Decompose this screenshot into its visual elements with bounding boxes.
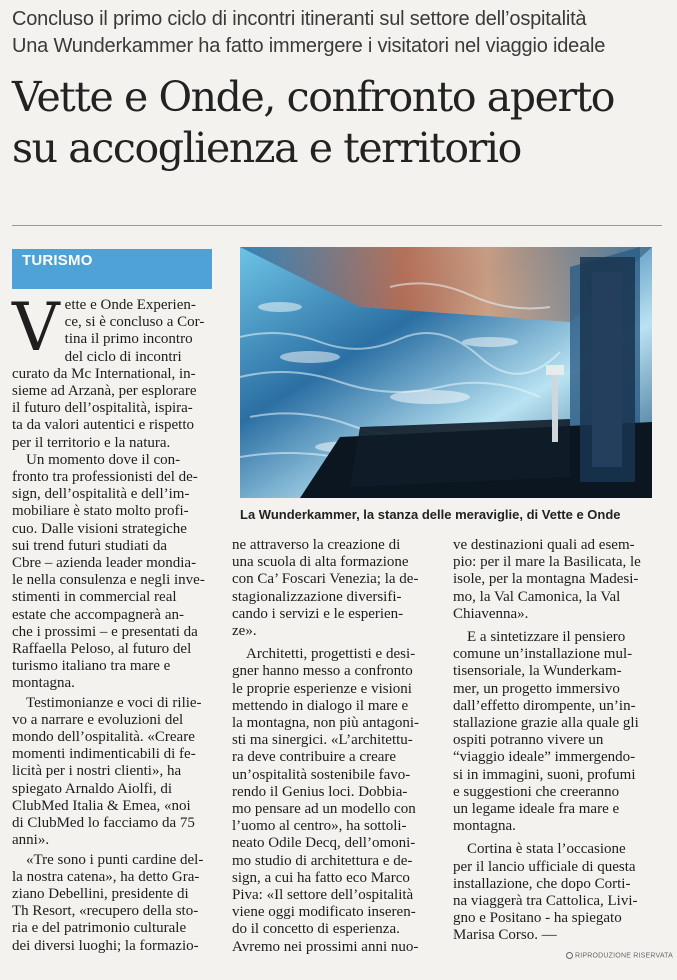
col1-line: sign, dell’ospitalità e dell’im- xyxy=(12,486,190,503)
col1-line: stimenti in commercial real xyxy=(12,589,177,606)
col3-line: ospiti potranno vivere un xyxy=(453,732,604,749)
col3-line: Chiavenna». xyxy=(453,605,529,622)
col2-line: un’ospitalità sostenibile favo- xyxy=(232,766,411,783)
col2-line: Avremo nei prossimi anni nuo- xyxy=(232,938,419,955)
col1-line: ce, si è concluso a Cor- xyxy=(64,314,205,331)
col1-line: Testimonianze e voci di rilie- xyxy=(26,694,202,711)
col3-line: gno e Positano - ha spiegato xyxy=(453,910,622,927)
col3-line: si in immagini, suoni, profumi xyxy=(453,766,636,783)
col1-line: la nostra catena», ha detto Gra- xyxy=(12,868,200,885)
col1-line: ette e Onde Experien- xyxy=(64,297,196,313)
col2-line: mo pensare ad un modello con xyxy=(232,801,416,818)
col2-line: la montagna, non più antagoni- xyxy=(232,715,420,732)
column-3 xyxy=(453,537,656,945)
copyright-label: RIPRODUZIONE RISERVATA xyxy=(575,952,674,960)
col1-line: del ciclo di incontri xyxy=(64,348,182,365)
col1-line: cuo. Dalle visioni strategiche xyxy=(12,520,187,537)
col1-line: Th Resort, «recupero della sto- xyxy=(12,903,199,920)
col2-line: stagionalizzazione diversifi- xyxy=(232,588,402,605)
col2-line: con Ca’ Foscari Venezia; la de- xyxy=(232,571,419,588)
col1-line: vo a narrare e evoluzioni del xyxy=(12,711,184,728)
col1-line: «Tre sono i punti cardine del- xyxy=(26,851,204,868)
col2-line: cando i servizi e le esperien- xyxy=(232,605,404,622)
col2-line: mo studio di architettura e de- xyxy=(232,852,413,869)
col2-line: sign, a cui ha fatto eco Marco xyxy=(232,869,410,886)
col3-line: pio: per il mare la Basilicata, le xyxy=(453,554,641,571)
col2-line: ze». xyxy=(232,623,257,640)
col1-line: fronto tra professionisti del de- xyxy=(12,469,198,486)
article-photo xyxy=(240,247,652,498)
col3-line: dall’effetto dirompente, un’in- xyxy=(453,697,636,714)
col2-line: Architetti, progettisti e desi- xyxy=(246,646,416,663)
photo-caption: La Wunderkammer, la stanza delle meraviglie, di Vette e Onde xyxy=(240,507,621,522)
col3-line: “viaggio ideale” immergendo- xyxy=(453,749,636,766)
col2-line: gner hanno messo a confronto xyxy=(232,663,413,680)
col3-line: ve destinazioni quali ad esem- xyxy=(453,537,635,553)
col1-line: Raffaella Peloso, al futuro del xyxy=(12,641,192,658)
col2-line: Piva: «Il settore dell’ospitalità xyxy=(232,887,414,904)
col2-line: mettendo in dialogo il mare e xyxy=(232,697,409,714)
col2-line: l’uomo al centro», ha sottoli- xyxy=(232,818,407,835)
col1-line: ziano Debellini, presidente di xyxy=(12,885,189,902)
section-tag-label: TURISMO xyxy=(22,252,93,269)
copyright-notice xyxy=(566,952,673,959)
col2-line: do il concetto di esperienza. xyxy=(232,921,400,938)
col2-line: viene oggi modificato inseren- xyxy=(232,904,416,921)
col1-line: di ClubMed lo facciamo da 75 xyxy=(12,815,195,832)
col1-line: che i prossimi – e presentati da xyxy=(12,623,198,640)
col1-line: Un momento dove il con- xyxy=(26,451,181,468)
col1-line: sieme ad Arzanà, per esplorare xyxy=(12,383,197,400)
subheadline-line-1: Concluso il primo ciclo di incontri itineranti sul settore dell’ospitalità xyxy=(12,8,587,30)
col2-line: sti ma sinergici. «L’architettu- xyxy=(232,732,413,749)
col3-line: Cortina è stata l’occasione xyxy=(467,841,626,858)
col3-line: per il lancio ufficiale di questa xyxy=(453,858,636,875)
col3-line: mer, un progetto immersivo xyxy=(453,680,620,697)
col1-line: per il territorio e la natura. xyxy=(12,434,171,451)
col1-line: ria e del patrimonio culturale xyxy=(12,920,187,937)
headline-line-2: su accoglienza e territorio xyxy=(12,124,521,172)
col3-line: na viaggerà tra Cattolica, Livi- xyxy=(453,893,638,910)
col2-line: ra deve contribuire a creare xyxy=(232,749,397,766)
column-2 xyxy=(232,537,434,956)
wunderkammer-photo xyxy=(240,247,652,498)
col1-line: spiegato Arnaldo Aiolfi, di xyxy=(12,780,172,797)
col1-line: Cbre – azienda leader mondia- xyxy=(12,555,197,572)
col1-line: dei diversi luoghi; la formazio- xyxy=(12,937,199,954)
col3-line: stallazione grazie alla quale gli xyxy=(453,715,639,732)
headline-line-1: Vette e Onde, confronto aperto xyxy=(12,73,615,121)
col3-line: comune un’installazione mul- xyxy=(453,646,633,663)
column-1 xyxy=(12,289,212,955)
col1-line: sui trend futuri studiati da xyxy=(12,537,167,554)
copyright-icon xyxy=(566,952,573,959)
col1-line: montagna. xyxy=(12,675,75,692)
col1-line: ta da valori autentici e rispetto xyxy=(12,417,195,434)
col1-line: estate che accompagnerà an- xyxy=(12,606,184,623)
col1-line: licità per i nostri clienti», ha xyxy=(12,763,182,780)
col2-line: una scuola di alta formazione xyxy=(232,554,409,571)
col2-line: neato Odile Decq, dell’omoni- xyxy=(232,835,416,852)
col3-line: isole, per la montagna Madesi- xyxy=(453,571,639,588)
col3-line: e suggestioni che creeranno xyxy=(453,783,620,800)
col1-line: ClubMed Italia & Emea, «noi xyxy=(12,797,191,814)
section-tag xyxy=(12,249,212,289)
col2-line: rendo il Genius loci. Dobbia- xyxy=(232,783,408,800)
col3-line: E a sintetizzare il pensiero xyxy=(467,629,626,646)
subheadline-line-2: Una Wunderkammer ha fatto immergere i visitatori nel viaggio ideale xyxy=(12,35,606,57)
col1-line: tina il primo incontro xyxy=(64,331,193,348)
col1-line: anni». xyxy=(12,832,50,849)
drop-cap: V xyxy=(12,289,60,366)
col1-line: mondo dell’ospitalità. «Creare xyxy=(12,729,195,746)
col1-line: le nella consulenza e negli inve- xyxy=(12,572,205,589)
col3-line: installazione, che dopo Corti- xyxy=(453,875,631,892)
col3-line: un legame ideale fra mare e xyxy=(453,801,620,818)
col3-line: Marisa Corso. — xyxy=(453,927,557,944)
col1-line: momenti indimenticabili di fe- xyxy=(12,746,196,763)
divider xyxy=(12,225,662,226)
col1-line: mobiliare è stato molto profi- xyxy=(12,503,189,520)
col2-line: ne attraverso la creazione di xyxy=(232,537,401,553)
col3-line: montagna. xyxy=(453,818,516,835)
col3-line: tisensoriale, la Wunderkam- xyxy=(453,663,622,680)
col1-line: il futuro dell’ospitalità, ispira- xyxy=(12,400,193,417)
col3-line: mo, la Val Camonica, la Val xyxy=(453,588,621,605)
col1-line: curato da Mc International, in- xyxy=(12,365,196,382)
col1-line: turismo italiano tra mare e xyxy=(12,658,171,675)
col2-line: le proprie esperienze e visioni xyxy=(232,680,412,697)
